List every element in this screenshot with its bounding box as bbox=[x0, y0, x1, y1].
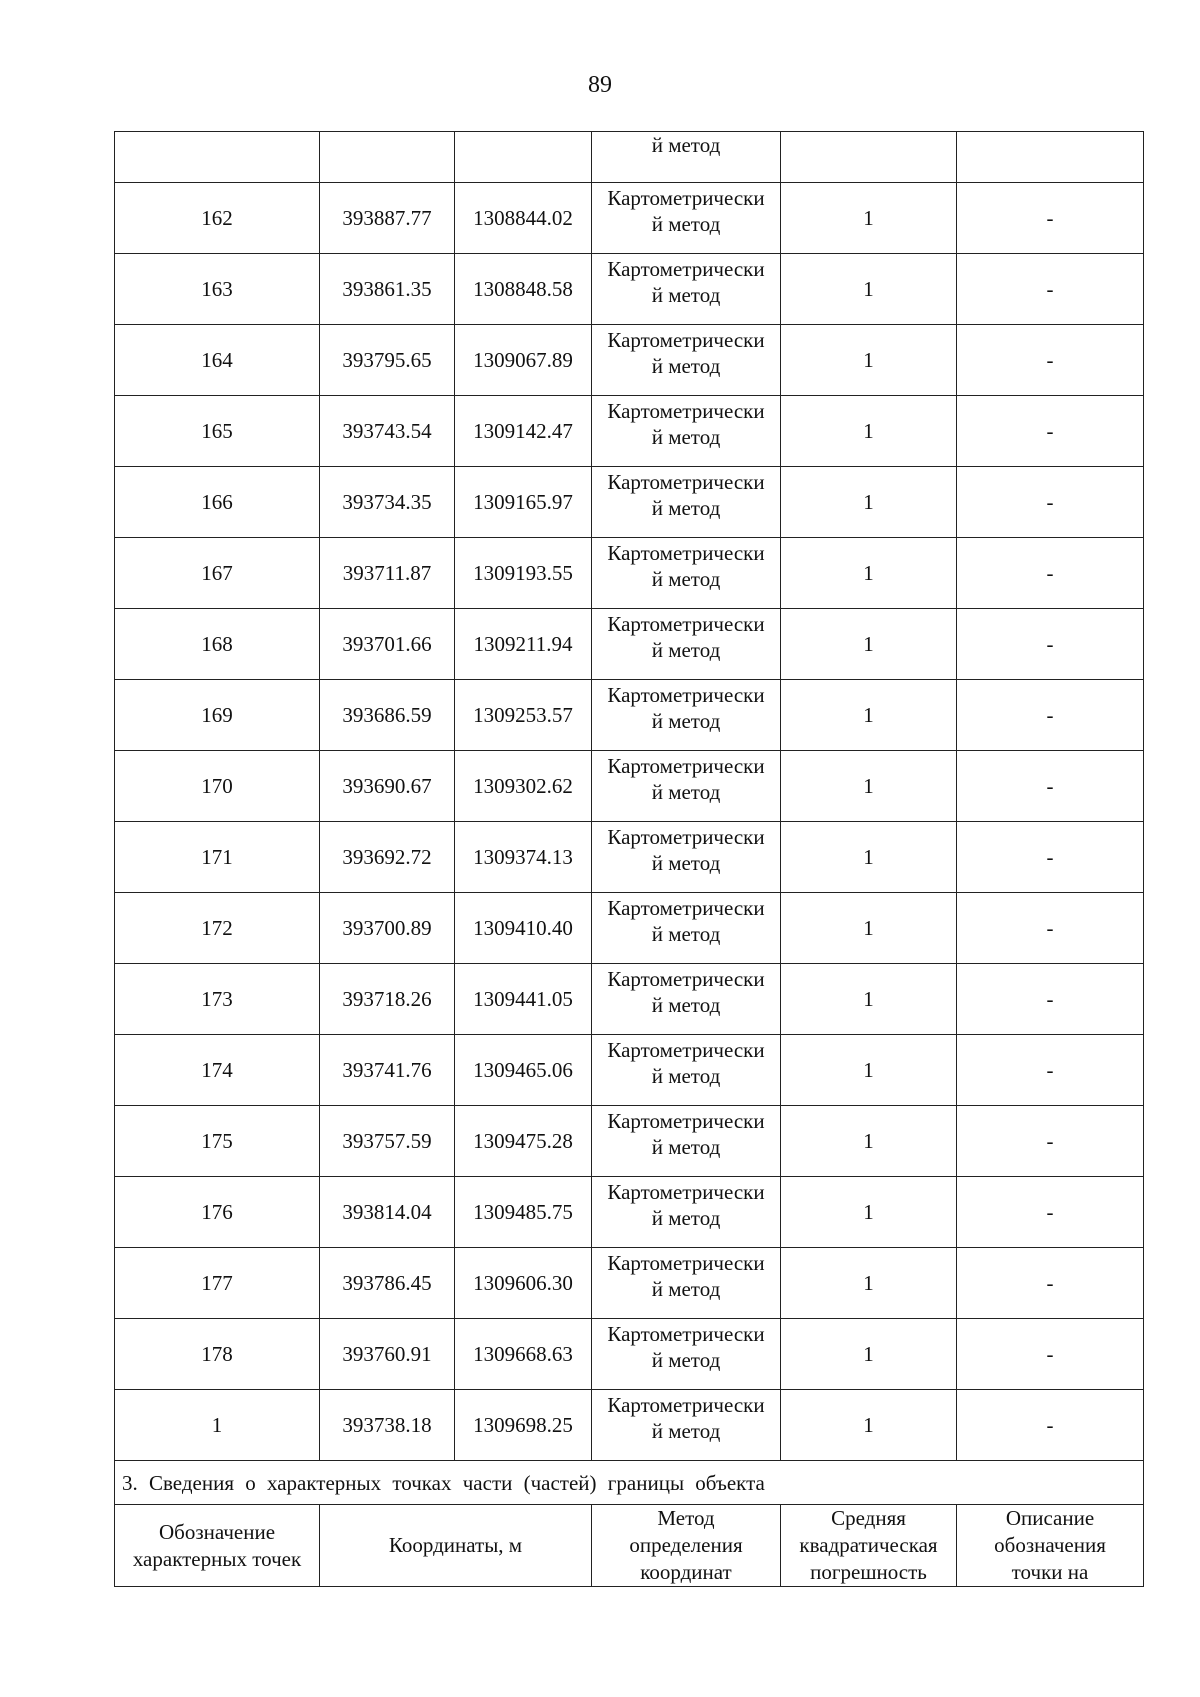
error-cell: 1 bbox=[781, 325, 957, 396]
method-line1: Картометрически bbox=[607, 1322, 765, 1346]
method-cell bbox=[592, 1035, 781, 1106]
method-line2: й метод bbox=[651, 212, 721, 236]
error-cell: 1 bbox=[781, 1390, 957, 1461]
x-cell: 393741.76 bbox=[320, 1035, 455, 1106]
error-cell: 1 bbox=[781, 183, 957, 254]
y-cell: 1309698.25 bbox=[455, 1390, 592, 1461]
method-cell bbox=[592, 325, 781, 396]
method-line1: Картометрически bbox=[607, 683, 765, 707]
table-row bbox=[115, 680, 1144, 751]
x-cell: 393743.54 bbox=[320, 396, 455, 467]
method-line2: й метод bbox=[651, 638, 721, 662]
method-line1: Картометрически bbox=[607, 257, 765, 281]
point-cell: 176 bbox=[115, 1177, 320, 1248]
table-row bbox=[115, 254, 1144, 325]
description-cell: - bbox=[957, 1319, 1144, 1390]
error-cell: 1 bbox=[781, 751, 957, 822]
description-cell: - bbox=[957, 680, 1144, 751]
method-tail: й метод bbox=[651, 133, 721, 157]
description-cell: - bbox=[957, 893, 1144, 964]
description-cell: - bbox=[957, 1390, 1144, 1461]
method-line2: й метод bbox=[651, 851, 721, 875]
table-row bbox=[115, 183, 1144, 254]
header-description bbox=[957, 1505, 1144, 1587]
error-cell: 1 bbox=[781, 822, 957, 893]
error-cell: 1 bbox=[781, 893, 957, 964]
header-point bbox=[115, 1505, 320, 1587]
error-cell: 1 bbox=[781, 1248, 957, 1319]
description-cell: - bbox=[957, 822, 1144, 893]
method-line1: Картометрически bbox=[607, 328, 765, 352]
y-cell: 1309067.89 bbox=[455, 325, 592, 396]
error-cell bbox=[781, 132, 957, 183]
table-row bbox=[115, 964, 1144, 1035]
header-error-line3: погрешность bbox=[810, 1560, 927, 1584]
y-cell: 1309165.97 bbox=[455, 467, 592, 538]
description-cell: - bbox=[957, 396, 1144, 467]
method-line2: й метод bbox=[651, 1419, 721, 1443]
point-cell: 172 bbox=[115, 893, 320, 964]
method-line2: й метод bbox=[651, 567, 721, 591]
x-cell: 393711.87 bbox=[320, 538, 455, 609]
x-cell: 393757.59 bbox=[320, 1106, 455, 1177]
method-cell bbox=[592, 1319, 781, 1390]
description-cell: - bbox=[957, 1248, 1144, 1319]
point-cell: 173 bbox=[115, 964, 320, 1035]
x-cell: 393786.45 bbox=[320, 1248, 455, 1319]
header-description-line3: точки на bbox=[1011, 1560, 1089, 1584]
description-cell: - bbox=[957, 751, 1144, 822]
point-cell: 165 bbox=[115, 396, 320, 467]
x-cell: 393734.35 bbox=[320, 467, 455, 538]
x-cell: 393692.72 bbox=[320, 822, 455, 893]
method-line2: й метод bbox=[651, 1135, 721, 1159]
description-cell: - bbox=[957, 538, 1144, 609]
method-line2: й метод bbox=[651, 496, 721, 520]
method-cell bbox=[592, 1248, 781, 1319]
x-cell: 393701.66 bbox=[320, 609, 455, 680]
x-cell: 393700.89 bbox=[320, 893, 455, 964]
method-cell bbox=[592, 893, 781, 964]
description-cell: - bbox=[957, 325, 1144, 396]
method-cell bbox=[592, 751, 781, 822]
table-row bbox=[115, 609, 1144, 680]
point-cell: 178 bbox=[115, 1319, 320, 1390]
table-row bbox=[115, 396, 1144, 467]
header-error-line2: квадратическая bbox=[799, 1533, 938, 1557]
y-cell: 1309253.57 bbox=[455, 680, 592, 751]
point-cell: 164 bbox=[115, 325, 320, 396]
x-cell bbox=[320, 132, 455, 183]
coordinates-table bbox=[114, 131, 1144, 1587]
section3-header-row bbox=[115, 1505, 1144, 1587]
point-cell: 167 bbox=[115, 538, 320, 609]
section3-title-row bbox=[115, 1461, 1144, 1505]
point-cell: 166 bbox=[115, 467, 320, 538]
coordinates-table-body bbox=[115, 132, 1144, 1461]
y-cell: 1308848.58 bbox=[455, 254, 592, 325]
y-cell: 1309142.47 bbox=[455, 396, 592, 467]
method-line1: Картометрически bbox=[607, 1038, 765, 1062]
header-method-line3: координат bbox=[640, 1560, 732, 1584]
error-cell: 1 bbox=[781, 680, 957, 751]
x-cell: 393690.67 bbox=[320, 751, 455, 822]
description-cell: - bbox=[957, 467, 1144, 538]
section3-title: 3. Сведения о характерных точках части (частей) границы объекта bbox=[115, 1461, 1144, 1505]
y-cell: 1309606.30 bbox=[455, 1248, 592, 1319]
header-description-line2: обозначения bbox=[994, 1533, 1106, 1557]
y-cell bbox=[455, 132, 592, 183]
header-error bbox=[781, 1505, 957, 1587]
method-cell bbox=[592, 1390, 781, 1461]
method-line1: Картометрически bbox=[607, 541, 765, 565]
point-cell: 1 bbox=[115, 1390, 320, 1461]
point-cell: 162 bbox=[115, 183, 320, 254]
y-cell: 1309374.13 bbox=[455, 822, 592, 893]
x-cell: 393760.91 bbox=[320, 1319, 455, 1390]
error-cell: 1 bbox=[781, 254, 957, 325]
method-cell bbox=[592, 680, 781, 751]
x-cell: 393814.04 bbox=[320, 1177, 455, 1248]
point-cell: 163 bbox=[115, 254, 320, 325]
method-cell bbox=[592, 1177, 781, 1248]
method-line2: й метод bbox=[651, 993, 721, 1017]
error-cell: 1 bbox=[781, 1319, 957, 1390]
header-point-line2: характерных точек bbox=[132, 1546, 302, 1571]
method-cell bbox=[592, 1106, 781, 1177]
method-line2: й метод bbox=[651, 425, 721, 449]
method-line1: Картометрически bbox=[607, 186, 765, 210]
description-cell: - bbox=[957, 609, 1144, 680]
method-line2: й метод bbox=[651, 1206, 721, 1230]
error-cell: 1 bbox=[781, 609, 957, 680]
y-cell: 1309465.06 bbox=[455, 1035, 592, 1106]
error-cell: 1 bbox=[781, 1035, 957, 1106]
table-row bbox=[115, 1035, 1144, 1106]
header-method-line2: определения bbox=[629, 1533, 743, 1557]
method-line1: Картометрически bbox=[607, 967, 765, 991]
point-cell: 169 bbox=[115, 680, 320, 751]
x-cell: 393718.26 bbox=[320, 964, 455, 1035]
y-cell: 1309475.28 bbox=[455, 1106, 592, 1177]
table-row bbox=[115, 751, 1144, 822]
method-line1: Картометрически bbox=[607, 470, 765, 494]
description-cell: - bbox=[957, 1177, 1144, 1248]
description-cell: - bbox=[957, 964, 1144, 1035]
y-cell: 1309302.62 bbox=[455, 751, 592, 822]
method-line1: Картометрически bbox=[607, 1251, 765, 1275]
method-cell bbox=[592, 396, 781, 467]
header-point-line1: Обозначение bbox=[158, 1519, 276, 1544]
error-cell: 1 bbox=[781, 1177, 957, 1248]
description-cell: - bbox=[957, 1035, 1144, 1106]
x-cell: 393795.65 bbox=[320, 325, 455, 396]
method-line1: Картометрически bbox=[607, 1393, 765, 1417]
method-line1: Картометрически bbox=[607, 825, 765, 849]
header-method bbox=[592, 1505, 781, 1587]
method-cell bbox=[592, 964, 781, 1035]
header-coords: Координаты, м bbox=[320, 1505, 592, 1587]
description-cell: - bbox=[957, 254, 1144, 325]
x-cell: 393738.18 bbox=[320, 1390, 455, 1461]
point-cell: 177 bbox=[115, 1248, 320, 1319]
error-cell: 1 bbox=[781, 538, 957, 609]
header-description-line1: Описание bbox=[1005, 1506, 1095, 1530]
method-cell bbox=[592, 254, 781, 325]
header-error-line1: Средняя bbox=[831, 1506, 906, 1530]
point-cell: 174 bbox=[115, 1035, 320, 1106]
method-line2: й метод bbox=[651, 922, 721, 946]
y-cell: 1309441.05 bbox=[455, 964, 592, 1035]
method-line2: й метод bbox=[651, 354, 721, 378]
method-cell bbox=[592, 183, 781, 254]
method-cell bbox=[592, 538, 781, 609]
continuation-row bbox=[115, 132, 1144, 183]
method-line2: й метод bbox=[651, 283, 721, 307]
method-line1: Картометрически bbox=[607, 1109, 765, 1133]
table-row bbox=[115, 1319, 1144, 1390]
y-cell: 1309211.94 bbox=[455, 609, 592, 680]
x-cell: 393887.77 bbox=[320, 183, 455, 254]
point-cell: 168 bbox=[115, 609, 320, 680]
y-cell: 1309485.75 bbox=[455, 1177, 592, 1248]
error-cell: 1 bbox=[781, 1106, 957, 1177]
x-cell: 393861.35 bbox=[320, 254, 455, 325]
method-line1: Картометрически bbox=[607, 754, 765, 778]
method-line1: Картометрически bbox=[607, 896, 765, 920]
description-cell bbox=[957, 132, 1144, 183]
method-line2: й метод bbox=[651, 1277, 721, 1301]
method-line2: й метод bbox=[651, 1348, 721, 1372]
point-cell: 170 bbox=[115, 751, 320, 822]
method-cell bbox=[592, 609, 781, 680]
error-cell: 1 bbox=[781, 964, 957, 1035]
method-cell bbox=[592, 822, 781, 893]
table-row bbox=[115, 1390, 1144, 1461]
table-row bbox=[115, 1177, 1144, 1248]
y-cell: 1309668.63 bbox=[455, 1319, 592, 1390]
description-cell: - bbox=[957, 1106, 1144, 1177]
point-cell: 171 bbox=[115, 822, 320, 893]
section3-body bbox=[115, 1461, 1144, 1587]
method-line2: й метод bbox=[651, 709, 721, 733]
y-cell: 1308844.02 bbox=[455, 183, 592, 254]
method-line2: й метод bbox=[651, 1064, 721, 1088]
table-row bbox=[115, 893, 1144, 964]
point-cell: 175 bbox=[115, 1106, 320, 1177]
method-line1: Картометрически bbox=[607, 399, 765, 423]
point-cell bbox=[115, 132, 320, 183]
method-line2: й метод bbox=[651, 780, 721, 804]
table-row bbox=[115, 822, 1144, 893]
table-row bbox=[115, 538, 1144, 609]
table-row bbox=[115, 1248, 1144, 1319]
table-row bbox=[115, 325, 1144, 396]
method-cell bbox=[592, 132, 781, 183]
method-line1: Картометрически bbox=[607, 612, 765, 636]
error-cell: 1 bbox=[781, 396, 957, 467]
error-cell: 1 bbox=[781, 467, 957, 538]
page-number: 89 bbox=[588, 72, 612, 98]
header-method-line1: Метод bbox=[657, 1506, 715, 1530]
description-cell: - bbox=[957, 183, 1144, 254]
method-line1: Картометрически bbox=[607, 1180, 765, 1204]
x-cell: 393686.59 bbox=[320, 680, 455, 751]
y-cell: 1309410.40 bbox=[455, 893, 592, 964]
table-row bbox=[115, 1106, 1144, 1177]
y-cell: 1309193.55 bbox=[455, 538, 592, 609]
table-row bbox=[115, 467, 1144, 538]
method-cell bbox=[592, 467, 781, 538]
